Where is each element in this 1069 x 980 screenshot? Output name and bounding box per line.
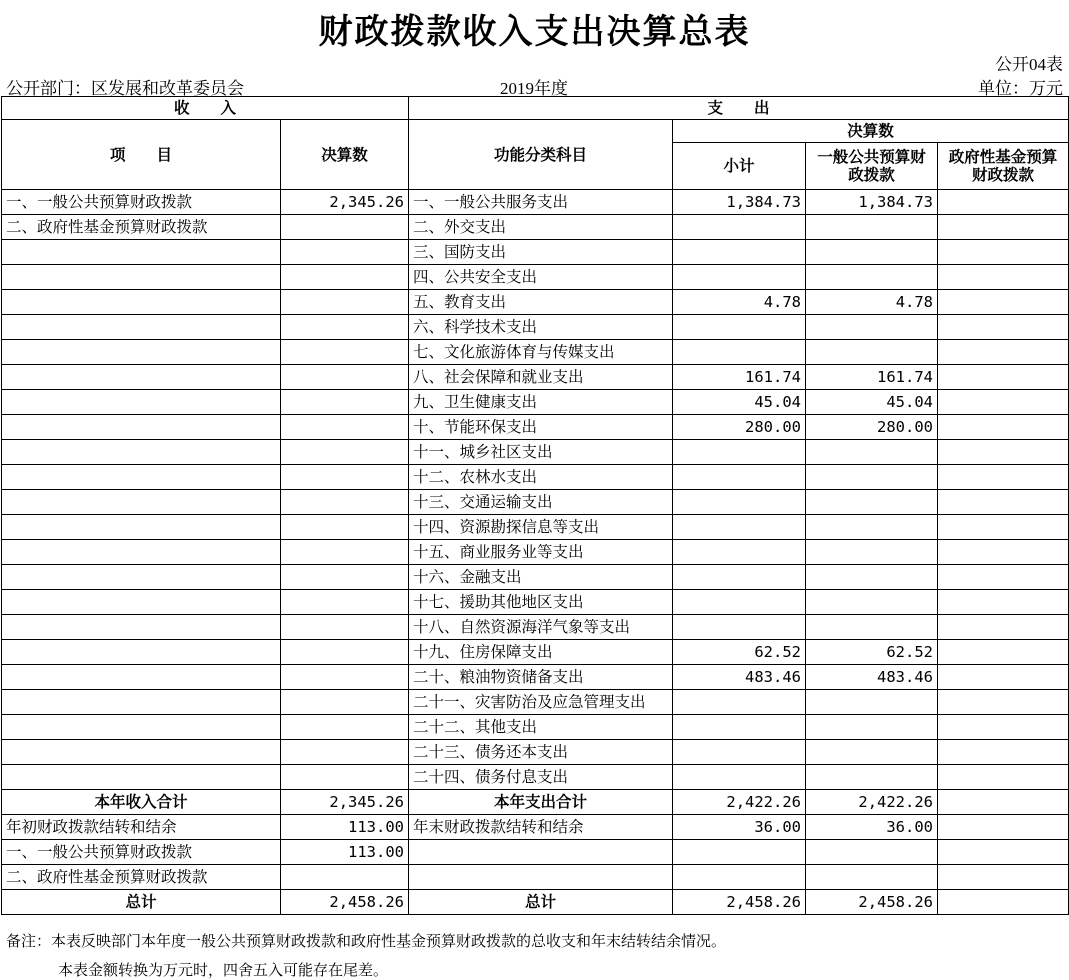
grand-expense-label: 总计 [409,890,673,915]
expense-general: 280.00 [806,415,938,440]
income-item [2,515,281,540]
expense-item: 二十四、债务付息支出 [409,765,673,790]
expense-fund [938,515,1069,540]
table-row [2,265,1069,290]
income-item [2,640,281,665]
begin-fund-amount [281,865,409,890]
empty-cell [409,865,673,890]
income-item [2,390,281,415]
expense-subtotal: 4.78 [673,290,806,315]
table-row [2,665,1069,690]
income-item [2,765,281,790]
expense-fund [938,215,1069,240]
expense-item: 十二、农林水支出 [409,465,673,490]
expense-fund [938,390,1069,415]
expense-general: 1,384.73 [806,190,938,215]
department-label: 公开部门：区发展和改革委员会 [6,79,244,99]
income-item [2,340,281,365]
header-row-1 [2,97,1069,120]
income-item [2,590,281,615]
expense-item: 二十一、灾害防治及应急管理支出 [409,690,673,715]
income-amount [281,290,409,315]
income-amount: 2,345.26 [281,190,409,215]
empty-cell [806,840,938,865]
income-amount [281,390,409,415]
end-carryover-general: 36.00 [806,815,938,840]
expense-fund [938,315,1069,340]
expense-fund [938,465,1069,490]
income-item [2,740,281,765]
expense-item: 八、社会保障和就业支出 [409,365,673,390]
table-row [2,215,1069,240]
empty-cell [938,865,1069,890]
func-subject-header: 功能分类科目 [409,120,673,190]
expense-fund [938,415,1069,440]
income-item [2,365,281,390]
unit-label: 单位：万元 [978,79,1063,99]
income-item: 一、一般公共预算财政拨款 [2,190,281,215]
grand-income-label: 总计 [2,890,281,915]
expense-general: 45.04 [806,390,938,415]
expense-general [806,465,938,490]
expense-fund [938,615,1069,640]
subtotal-header: 小计 [673,143,806,190]
expense-subtotal [673,465,806,490]
year-label: 2019年度 [500,79,568,98]
expense-general [806,515,938,540]
expense-item: 九、卫生健康支出 [409,390,673,415]
expense-general [806,540,938,565]
expense-item: 十一、城乡社区支出 [409,440,673,465]
empty-cell [409,840,673,865]
income-item [2,440,281,465]
expense-fund [938,365,1069,390]
expense-subtotal [673,240,806,265]
income-amount [281,715,409,740]
income-item [2,690,281,715]
final-amount-group-header: 决算数 [673,120,1069,143]
grand-total-row [2,890,1069,915]
table-row [2,565,1069,590]
income-amount [281,740,409,765]
expense-subtotal [673,215,806,240]
begin-fund-label: 二、政府性基金预算财政拨款 [2,865,281,890]
income-amount [281,540,409,565]
expense-fund [938,190,1069,215]
expense-item: 七、文化旅游体育与传媒支出 [409,340,673,365]
expense-item: 二十二、其他支出 [409,715,673,740]
expense-item: 三、国防支出 [409,240,673,265]
expense-subtotal [673,440,806,465]
grand-subtotal: 2,458.26 [673,890,806,915]
expense-fund [938,240,1069,265]
income-total: 2,345.26 [281,790,409,815]
expense-item: 二十三、债务还本支出 [409,740,673,765]
empty-cell [806,865,938,890]
expense-general: 4.78 [806,290,938,315]
expense-fund [938,740,1069,765]
expense-general [806,440,938,465]
expense-subtotal [673,515,806,540]
expense-subtotal: 1,384.73 [673,190,806,215]
table-row [2,415,1069,440]
income-amount [281,315,409,340]
general-budget-header: 一般公共预算财政拨款 [806,143,938,190]
income-item: 二、政府性基金预算财政拨款 [2,215,281,240]
table-row [2,315,1069,340]
income-amount [281,640,409,665]
expense-item: 十、节能环保支出 [409,415,673,440]
expense-general [806,340,938,365]
end-carryover-label: 年末财政拨款结转和结余 [409,815,673,840]
expense-general [806,690,938,715]
expense-fund [938,665,1069,690]
expense-subtotal [673,265,806,290]
income-amount [281,265,409,290]
expense-item: 十七、援助其他地区支出 [409,590,673,615]
income-amount [281,515,409,540]
expense-item: 十三、交通运输支出 [409,490,673,515]
expense-subtotal [673,615,806,640]
expense-general [806,215,938,240]
table-row [2,540,1069,565]
income-item [2,490,281,515]
table-row [2,740,1069,765]
note-line-1: 备注：本表反映部门本年度一般公共预算财政拨款和政府性基金预算财政拨款的总收支和年末结转结余情况。 [6,932,727,950]
expense-item: 一、一般公共服务支出 [409,190,673,215]
final-amount-header: 决算数 [281,120,409,190]
item-header: 项 目 [2,120,281,190]
income-item [2,665,281,690]
expense-item: 十八、自然资源海洋气象等支出 [409,615,673,640]
expense-general [806,615,938,640]
expense-general: 62.52 [806,640,938,665]
income-amount [281,765,409,790]
income-item [2,615,281,640]
grand-income: 2,458.26 [281,890,409,915]
expense-total-fund [938,790,1069,815]
expense-subtotal [673,315,806,340]
table-row [2,465,1069,490]
income-item [2,565,281,590]
expense-item: 二十、粮油物资储备支出 [409,665,673,690]
income-amount [281,415,409,440]
expense-subtotal: 280.00 [673,415,806,440]
end-carryover-subtotal: 36.00 [673,815,806,840]
table-row [2,690,1069,715]
expense-general [806,265,938,290]
table-row [2,365,1069,390]
expense-subtotal: 161.74 [673,365,806,390]
expense-total-general: 2,422.26 [806,790,938,815]
budget-table [1,96,1069,915]
expense-subtotal [673,565,806,590]
end-carryover-fund [938,815,1069,840]
expense-subtotal: 45.04 [673,390,806,415]
expense-general [806,765,938,790]
expense-subtotal: 62.52 [673,640,806,665]
empty-cell [673,840,806,865]
page-title: 财政拨款收入支出决算总表 [318,12,751,52]
income-total-label: 本年收入合计 [2,790,281,815]
income-amount [281,240,409,265]
expense-item: 十九、住房保障支出 [409,640,673,665]
table-row [2,615,1069,640]
income-amount [281,440,409,465]
expense-header: 支 出 [409,97,1069,120]
table-row [2,590,1069,615]
expense-item: 六、科学技术支出 [409,315,673,340]
expense-item: 十六、金融支出 [409,565,673,590]
income-item [2,540,281,565]
begin-general-label: 一、一般公共预算财政拨款 [2,840,281,865]
expense-fund [938,640,1069,665]
expense-item: 十四、资源勘探信息等支出 [409,515,673,540]
table-row [2,765,1069,790]
expense-general [806,715,938,740]
expense-subtotal [673,340,806,365]
expense-item: 十五、商业服务业等支出 [409,540,673,565]
expense-general [806,740,938,765]
expense-general [806,490,938,515]
table-row [2,290,1069,315]
table-row [2,190,1069,215]
table-row [2,440,1069,465]
expense-general [806,315,938,340]
income-amount [281,690,409,715]
empty-cell [673,865,806,890]
income-amount [281,465,409,490]
expense-general [806,590,938,615]
income-expense-total-row [2,790,1069,815]
income-item [2,315,281,340]
table-row [2,390,1069,415]
expense-subtotal [673,490,806,515]
expense-item: 四、公共安全支出 [409,265,673,290]
table-row [2,240,1069,265]
expense-fund [938,715,1069,740]
begin-general-amount: 113.00 [281,840,409,865]
expense-fund [938,690,1069,715]
begin-general-row [2,840,1069,865]
income-item [2,290,281,315]
income-amount [281,365,409,390]
table-row [2,515,1069,540]
carryover-row [2,815,1069,840]
income-amount [281,565,409,590]
expense-subtotal [673,590,806,615]
grand-fund [938,890,1069,915]
grand-general: 2,458.26 [806,890,938,915]
table-row [2,715,1069,740]
expense-total-subtotal: 2,422.26 [673,790,806,815]
table-row [2,490,1069,515]
expense-fund [938,765,1069,790]
expense-fund [938,290,1069,315]
income-amount [281,490,409,515]
expense-general: 161.74 [806,365,938,390]
expense-item: 五、教育支出 [409,290,673,315]
note-line-2: 本表金额转换为万元时，四舍五入可能存在尾差。 [58,961,389,979]
expense-fund [938,340,1069,365]
expense-subtotal [673,740,806,765]
expense-subtotal: 483.46 [673,665,806,690]
expense-total-label: 本年支出合计 [409,790,673,815]
expense-fund [938,490,1069,515]
expense-item: 二、外交支出 [409,215,673,240]
header-row-2 [2,120,1069,143]
income-amount [281,215,409,240]
begin-carryover-label: 年初财政拨款结转和结余 [2,815,281,840]
expense-general: 483.46 [806,665,938,690]
expense-fund [938,265,1069,290]
income-header: 收 入 [2,97,409,120]
expense-subtotal [673,715,806,740]
gov-fund-header: 政府性基金预算财政拨款 [938,143,1069,190]
empty-cell [938,840,1069,865]
income-amount [281,665,409,690]
income-item [2,240,281,265]
expense-subtotal [673,690,806,715]
income-amount [281,340,409,365]
expense-fund [938,540,1069,565]
expense-fund [938,565,1069,590]
begin-carryover-amount: 113.00 [281,815,409,840]
table-number: 公开04表 [995,55,1063,74]
table-row [2,340,1069,365]
income-item [2,415,281,440]
income-amount [281,615,409,640]
begin-fund-row [2,865,1069,890]
income-item [2,265,281,290]
income-item [2,715,281,740]
expense-subtotal [673,540,806,565]
income-item [2,465,281,490]
expense-general [806,565,938,590]
income-amount [281,590,409,615]
expense-fund [938,440,1069,465]
expense-general [806,240,938,265]
expense-fund [938,590,1069,615]
expense-subtotal [673,765,806,790]
table-row [2,640,1069,665]
